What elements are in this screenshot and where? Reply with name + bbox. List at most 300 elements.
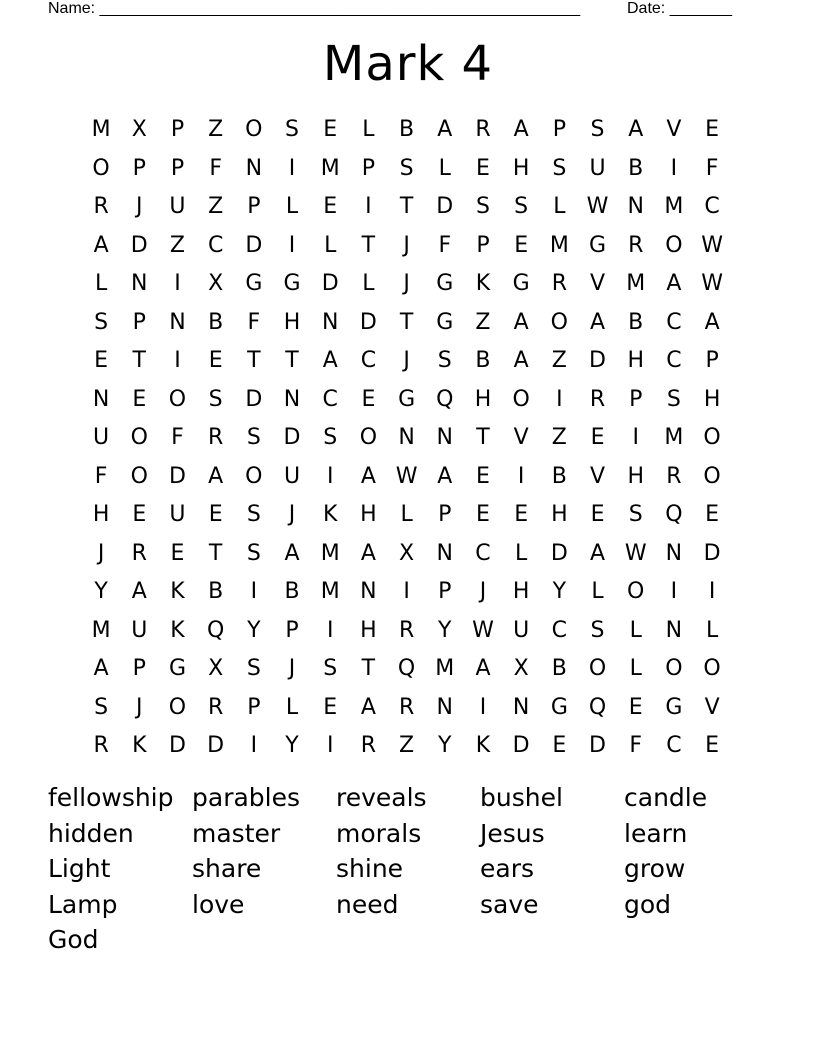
grid-letter[interactable]: P bbox=[705, 348, 719, 373]
grid-letter[interactable]: D bbox=[359, 309, 377, 335]
grid-letter[interactable]: Y bbox=[438, 617, 452, 643]
grid-letter[interactable]: C bbox=[551, 617, 568, 643]
grid-letter[interactable]: P bbox=[361, 155, 376, 181]
grid-letter[interactable]: A bbox=[513, 309, 529, 335]
grid-letter[interactable]: O bbox=[665, 656, 683, 681]
grid-letter[interactable]: H bbox=[627, 463, 644, 489]
grid-letter[interactable]: P bbox=[438, 579, 452, 604]
grid-letter[interactable]: K bbox=[475, 271, 491, 296]
grid-letter[interactable]: S bbox=[590, 117, 605, 142]
grid-letter[interactable]: R bbox=[360, 733, 377, 758]
grid-letter[interactable]: E bbox=[323, 117, 338, 142]
grid-letter[interactable]: F bbox=[209, 155, 222, 181]
grid-letter[interactable]: X bbox=[208, 656, 224, 681]
grid-letter[interactable]: R bbox=[398, 617, 415, 643]
grid-letter[interactable]: D bbox=[168, 463, 186, 489]
grid-letter[interactable]: O bbox=[245, 463, 263, 489]
grid-letter[interactable]: Z bbox=[208, 117, 224, 142]
grid-letter[interactable]: S bbox=[628, 502, 643, 527]
grid-letter[interactable]: A bbox=[666, 271, 682, 296]
grid-letter[interactable]: S bbox=[437, 348, 452, 373]
grid-letter[interactable]: I bbox=[288, 232, 296, 258]
grid-letter[interactable]: P bbox=[170, 155, 185, 181]
grid-letter[interactable]: W bbox=[395, 463, 418, 489]
grid-letter[interactable]: D bbox=[436, 194, 454, 219]
grid-letter[interactable]: B bbox=[551, 656, 567, 681]
grid-letter[interactable]: O bbox=[359, 425, 378, 450]
grid-letter[interactable]: S bbox=[94, 694, 109, 720]
grid-letter[interactable]: N bbox=[436, 540, 454, 566]
grid-letter[interactable]: Y bbox=[552, 579, 567, 604]
grid-letter[interactable]: X bbox=[399, 540, 415, 566]
grid-letter[interactable]: A bbox=[628, 117, 644, 142]
grid-letter[interactable]: S bbox=[399, 155, 414, 181]
grid-letter[interactable]: S bbox=[285, 117, 300, 142]
grid-letter[interactable]: E bbox=[590, 502, 605, 527]
grid-letter[interactable]: P bbox=[132, 155, 146, 181]
grid-letter[interactable]: H bbox=[512, 579, 530, 604]
grid-letter[interactable]: O bbox=[588, 656, 607, 681]
grid-letter[interactable]: I bbox=[403, 579, 410, 604]
grid-letter[interactable]: I bbox=[708, 579, 716, 604]
grid-letter[interactable]: F bbox=[94, 463, 108, 489]
grid-letter[interactable]: S bbox=[323, 656, 338, 681]
grid-letter[interactable]: P bbox=[132, 309, 146, 335]
grid-letter[interactable]: L bbox=[705, 617, 719, 643]
word-bank-item: Light bbox=[48, 854, 111, 883]
grid-letter[interactable]: M bbox=[549, 232, 569, 258]
grid-letter[interactable]: A bbox=[93, 656, 109, 681]
grid-letter[interactable]: I bbox=[288, 155, 296, 181]
grid-letter[interactable]: P bbox=[285, 617, 299, 643]
grid-letter[interactable]: E bbox=[514, 232, 529, 258]
grid-letter[interactable]: G bbox=[550, 694, 568, 720]
grid-letter[interactable]: D bbox=[589, 348, 606, 373]
grid-letter[interactable]: D bbox=[512, 733, 530, 758]
grid-letter[interactable]: R bbox=[666, 463, 682, 489]
date-field[interactable]: Date: _______ bbox=[627, 0, 732, 17]
grid-letter[interactable]: F bbox=[247, 309, 261, 335]
grid-letter[interactable]: G bbox=[589, 232, 607, 258]
grid-letter[interactable]: P bbox=[132, 656, 146, 681]
grid-letter[interactable]: I bbox=[670, 579, 678, 604]
grid-letter[interactable]: A bbox=[131, 579, 147, 604]
grid-letter[interactable]: E bbox=[208, 502, 223, 527]
grid-letter[interactable]: C bbox=[322, 386, 338, 412]
grid-letter[interactable]: T bbox=[285, 348, 299, 373]
grid-letter[interactable]: V bbox=[590, 463, 606, 489]
grid-letter[interactable]: J bbox=[479, 579, 487, 604]
grid-letter[interactable]: N bbox=[92, 386, 110, 412]
grid-letter[interactable]: T bbox=[399, 194, 414, 219]
grid-letter[interactable]: L bbox=[438, 155, 451, 181]
grid-letter[interactable]: K bbox=[132, 733, 147, 758]
grid-letter[interactable]: L bbox=[362, 271, 375, 296]
grid-letter[interactable]: I bbox=[174, 271, 181, 296]
grid-letter[interactable]: D bbox=[130, 232, 148, 258]
grid-letter[interactable]: O bbox=[703, 463, 721, 489]
grid-letter[interactable]: P bbox=[438, 502, 452, 527]
grid-letter[interactable]: H bbox=[512, 155, 530, 181]
grid-letter[interactable]: J bbox=[136, 194, 143, 219]
grid-letter[interactable]: R bbox=[208, 425, 224, 450]
grid-letter[interactable]: S bbox=[475, 194, 490, 219]
grid-letter[interactable]: L bbox=[629, 656, 642, 681]
grid-letter[interactable]: S bbox=[514, 194, 529, 219]
grid-letter[interactable]: C bbox=[666, 733, 682, 758]
grid-row bbox=[82, 458, 732, 497]
grid-letter[interactable]: O bbox=[512, 386, 530, 412]
grid-row bbox=[82, 304, 732, 343]
grid-letter[interactable]: O bbox=[550, 309, 568, 335]
word-bank-item: learn bbox=[624, 818, 688, 848]
grid-letter[interactable]: A bbox=[590, 309, 606, 335]
grid-letter[interactable]: U bbox=[169, 194, 186, 219]
grid-letter[interactable]: C bbox=[666, 348, 682, 373]
grid-letter[interactable]: H bbox=[703, 386, 721, 412]
grid-letter[interactable]: K bbox=[475, 733, 491, 758]
grid-letter[interactable]: Y bbox=[438, 733, 452, 758]
grid-letter[interactable]: C bbox=[360, 348, 377, 373]
grid-letter[interactable]: I bbox=[365, 194, 372, 219]
grid-letter[interactable]: I bbox=[326, 733, 334, 758]
grid-letter[interactable]: I bbox=[250, 579, 258, 604]
grid-letter[interactable]: M bbox=[91, 117, 111, 142]
grid-letter[interactable]: S bbox=[246, 656, 261, 681]
grid-letter[interactable]: A bbox=[437, 463, 453, 489]
grid-letter[interactable]: S bbox=[552, 155, 567, 181]
grid-letter[interactable]: L bbox=[94, 271, 108, 296]
grid-letter[interactable]: E bbox=[132, 386, 147, 412]
grid-letter[interactable]: R bbox=[398, 694, 415, 720]
grid-letter[interactable]: S bbox=[246, 540, 261, 566]
grid-letter[interactable]: A bbox=[437, 117, 453, 142]
grid-letter[interactable]: A bbox=[360, 540, 376, 566]
grid-letter[interactable]: O bbox=[130, 463, 148, 489]
grid-letter[interactable]: L bbox=[553, 194, 566, 219]
grid-letter[interactable]: L bbox=[285, 694, 299, 720]
grid-letter[interactable]: O bbox=[665, 232, 683, 258]
grid-letter[interactable]: I bbox=[517, 463, 525, 489]
grid-letter[interactable]: W bbox=[472, 617, 494, 643]
grid-letter[interactable]: N bbox=[283, 386, 301, 412]
grid-letter[interactable]: M bbox=[320, 155, 340, 181]
grid-letter[interactable]: D bbox=[207, 733, 225, 758]
grid-letter[interactable]: E bbox=[476, 463, 490, 489]
grid-letter[interactable]: D bbox=[168, 733, 186, 758]
grid-letter[interactable]: A bbox=[284, 540, 300, 566]
grid-letter[interactable]: N bbox=[131, 271, 148, 296]
grid-letter[interactable]: G bbox=[283, 271, 301, 296]
grid-letter[interactable]: H bbox=[551, 502, 568, 527]
grid-letter[interactable]: E bbox=[323, 194, 338, 219]
grid-letter[interactable]: J bbox=[403, 271, 410, 296]
grid-letter[interactable]: G bbox=[436, 309, 454, 335]
grid-letter[interactable]: H bbox=[627, 348, 644, 373]
grid-letter[interactable]: Z bbox=[551, 425, 567, 450]
grid-letter[interactable]: T bbox=[247, 348, 261, 373]
grid-letter[interactable]: L bbox=[400, 502, 413, 527]
grid-letter[interactable]: V bbox=[513, 425, 529, 450]
grid-letter[interactable]: N bbox=[665, 540, 683, 566]
grid-letter[interactable]: F bbox=[171, 425, 184, 450]
grid-letter[interactable]: V bbox=[590, 271, 606, 296]
grid-letter[interactable]: B bbox=[628, 309, 644, 335]
grid-letter[interactable]: I bbox=[556, 386, 563, 412]
grid-letter[interactable]: O bbox=[703, 656, 721, 681]
grid-letter[interactable]: L bbox=[515, 540, 528, 566]
grid-letter[interactable]: J bbox=[136, 694, 143, 720]
grid-letter[interactable]: D bbox=[550, 540, 568, 566]
grid-letter[interactable]: A bbox=[704, 309, 720, 335]
grid-letter[interactable]: E bbox=[552, 733, 567, 758]
grid-letter[interactable]: I bbox=[250, 733, 258, 758]
grid-letter[interactable]: C bbox=[207, 232, 224, 258]
grid-letter[interactable]: J bbox=[288, 656, 296, 681]
grid-letter[interactable]: M bbox=[91, 617, 111, 643]
grid-letter[interactable]: D bbox=[589, 733, 606, 758]
grid-letter[interactable]: X bbox=[131, 117, 147, 142]
grid-letter[interactable]: E bbox=[94, 348, 109, 373]
grid-letter[interactable]: Q bbox=[436, 386, 454, 412]
grid-letter[interactable]: N bbox=[627, 194, 644, 219]
grid-letter[interactable]: N bbox=[169, 309, 186, 335]
grid-letter[interactable]: D bbox=[283, 425, 301, 450]
grid-letter[interactable]: G bbox=[245, 271, 263, 296]
grid-letter[interactable]: E bbox=[208, 348, 223, 373]
grid-letter[interactable]: M bbox=[435, 656, 455, 681]
grid-letter[interactable]: F bbox=[629, 733, 643, 758]
grid-letter[interactable]: Y bbox=[285, 733, 299, 758]
grid-letter[interactable]: E bbox=[361, 386, 376, 412]
grid-letter[interactable]: H bbox=[283, 309, 301, 335]
grid-letter[interactable]: Z bbox=[399, 733, 415, 758]
grid-letter[interactable]: H bbox=[360, 617, 377, 643]
grid-letter[interactable]: E bbox=[132, 502, 147, 527]
grid-letter[interactable]: P bbox=[476, 232, 490, 258]
grid-letter[interactable]: I bbox=[174, 348, 181, 373]
grid-letter[interactable]: N bbox=[512, 694, 530, 720]
word-bank-row bbox=[48, 780, 768, 816]
grid-letter[interactable]: A bbox=[513, 348, 529, 373]
grid-letter[interactable]: W bbox=[586, 194, 609, 219]
grid-letter[interactable]: Q bbox=[588, 694, 607, 720]
grid-letter[interactable]: L bbox=[362, 117, 375, 142]
grid-letter[interactable]: P bbox=[170, 117, 185, 142]
grid-letter[interactable]: A bbox=[322, 348, 338, 373]
grid-letter[interactable]: N bbox=[436, 694, 454, 720]
grid-letter[interactable]: D bbox=[321, 271, 339, 296]
grid-letter[interactable]: Z bbox=[475, 309, 491, 335]
grid-letter[interactable]: R bbox=[628, 232, 644, 258]
grid-letter[interactable]: S bbox=[94, 309, 109, 335]
grid-letter[interactable]: O bbox=[168, 386, 187, 412]
grid-letter[interactable]: E bbox=[705, 502, 720, 527]
grid-letter[interactable]: E bbox=[705, 733, 720, 758]
grid-letter[interactable]: E bbox=[476, 502, 490, 527]
grid-letter[interactable]: M bbox=[664, 194, 684, 219]
grid-letter[interactable]: R bbox=[131, 540, 147, 566]
grid-letter[interactable]: Q bbox=[206, 617, 225, 643]
grid-letter[interactable]: W bbox=[624, 540, 647, 566]
grid-letter[interactable]: Y bbox=[247, 617, 261, 643]
grid-letter[interactable]: I bbox=[326, 463, 334, 489]
grid-letter[interactable]: O bbox=[627, 579, 645, 604]
grid-letter[interactable]: E bbox=[476, 155, 490, 181]
grid-letter[interactable]: K bbox=[170, 579, 185, 604]
grid-letter[interactable]: G bbox=[168, 656, 186, 681]
grid-letter[interactable]: U bbox=[131, 617, 148, 643]
grid-letter[interactable]: P bbox=[247, 694, 261, 720]
grid-letter[interactable]: T bbox=[132, 348, 146, 373]
grid-letter[interactable]: O bbox=[92, 155, 110, 181]
grid-letter[interactable]: M bbox=[320, 540, 340, 566]
grid-letter[interactable]: M bbox=[626, 271, 646, 296]
grid-letter[interactable]: S bbox=[208, 386, 223, 412]
grid-letter[interactable]: B bbox=[284, 579, 300, 604]
grid-letter[interactable]: P bbox=[247, 194, 261, 219]
grid-letter[interactable]: L bbox=[591, 579, 604, 604]
grid-letter[interactable]: W bbox=[701, 271, 723, 296]
word-bank-item: love bbox=[192, 889, 245, 919]
grid-letter[interactable]: C bbox=[475, 540, 491, 566]
grid-letter[interactable]: O bbox=[168, 694, 187, 720]
grid-letter[interactable]: Z bbox=[551, 348, 567, 373]
grid-letter[interactable]: T bbox=[399, 309, 414, 335]
grid-letter[interactable]: N bbox=[436, 425, 454, 450]
grid-letter[interactable]: A bbox=[513, 117, 529, 142]
grid-letter[interactable]: B bbox=[475, 348, 491, 373]
grid-letter[interactable]: N bbox=[245, 155, 263, 181]
grid-letter[interactable]: Z bbox=[208, 194, 224, 219]
grid-letter[interactable]: M bbox=[320, 579, 340, 604]
grid-letter[interactable]: T bbox=[361, 656, 376, 681]
grid-letter[interactable]: I bbox=[326, 617, 334, 643]
grid-letter[interactable]: A bbox=[360, 463, 376, 489]
grid-letter[interactable]: N bbox=[321, 309, 339, 335]
grid-letter[interactable]: R bbox=[208, 694, 224, 720]
grid-letter[interactable]: Z bbox=[169, 232, 185, 258]
grid-letter[interactable]: V bbox=[666, 117, 682, 142]
grid-letter[interactable]: F bbox=[438, 232, 452, 258]
grid-letter[interactable]: X bbox=[513, 656, 529, 681]
grid-letter[interactable]: B bbox=[628, 155, 644, 181]
grid-letter[interactable]: S bbox=[590, 617, 605, 643]
grid-letter[interactable]: U bbox=[513, 617, 530, 643]
name-field[interactable]: Name: ______________________________________________________ bbox=[48, 0, 581, 17]
grid-letter[interactable]: I bbox=[479, 694, 487, 720]
grid-letter[interactable]: E bbox=[705, 117, 720, 142]
grid-letter[interactable]: A bbox=[360, 694, 376, 720]
grid-letter[interactable]: J bbox=[288, 502, 296, 527]
grid-letter[interactable]: L bbox=[285, 194, 299, 219]
grid-row bbox=[82, 496, 732, 535]
grid-letter[interactable]: A bbox=[590, 540, 606, 566]
grid-letter[interactable]: T bbox=[476, 425, 490, 450]
grid-letter[interactable]: U bbox=[93, 425, 110, 450]
grid-letter[interactable]: X bbox=[208, 271, 224, 296]
grid-letter[interactable]: W bbox=[701, 232, 723, 258]
grid-letter[interactable]: N bbox=[398, 425, 415, 450]
grid-letter[interactable]: E bbox=[514, 502, 529, 527]
grid-letter[interactable]: S bbox=[666, 386, 681, 412]
grid-letter[interactable]: F bbox=[705, 155, 719, 181]
grid-letter[interactable]: O bbox=[245, 117, 263, 142]
grid-letter[interactable]: K bbox=[170, 617, 185, 643]
grid-letter[interactable]: K bbox=[323, 502, 338, 527]
grid-letter[interactable]: B bbox=[399, 117, 415, 142]
grid-letter[interactable]: E bbox=[170, 540, 185, 566]
grid-letter[interactable]: Y bbox=[94, 579, 108, 604]
grid-letter[interactable]: D bbox=[703, 540, 721, 566]
grid-letter[interactable]: I bbox=[670, 155, 678, 181]
grid-letter[interactable]: T bbox=[208, 540, 223, 566]
grid-letter[interactable]: L bbox=[324, 232, 337, 258]
grid-letter[interactable]: T bbox=[361, 232, 376, 258]
grid-letter[interactable]: L bbox=[629, 617, 642, 643]
grid-letter[interactable]: Q bbox=[397, 656, 416, 681]
grid-letter[interactable]: G bbox=[436, 271, 454, 296]
grid-letter[interactable]: S bbox=[246, 425, 261, 450]
grid-letter[interactable]: C bbox=[704, 194, 720, 219]
grid-letter[interactable]: V bbox=[704, 694, 720, 720]
grid-letter[interactable]: O bbox=[130, 425, 148, 450]
grid-letter[interactable]: G bbox=[512, 271, 530, 296]
grid-letter[interactable]: C bbox=[666, 309, 682, 335]
grid-letter[interactable]: E bbox=[628, 694, 643, 720]
grid-letter[interactable]: I bbox=[632, 425, 639, 450]
grid-letter[interactable]: H bbox=[92, 502, 110, 527]
grid-letter[interactable]: J bbox=[97, 540, 105, 566]
grid-letter[interactable]: P bbox=[629, 386, 643, 412]
grid-letter[interactable]: A bbox=[93, 232, 109, 258]
grid-letter[interactable]: U bbox=[169, 502, 186, 527]
grid-letter[interactable]: E bbox=[590, 425, 605, 450]
grid-letter[interactable]: A bbox=[475, 656, 491, 681]
grid-letter[interactable]: M bbox=[664, 425, 684, 450]
grid-letter[interactable]: E bbox=[323, 694, 338, 720]
grid-letter[interactable]: B bbox=[551, 463, 567, 489]
grid-letter[interactable]: R bbox=[93, 733, 109, 758]
grid-row bbox=[82, 535, 732, 574]
grid-letter[interactable]: H bbox=[474, 386, 492, 412]
grid-letter[interactable]: B bbox=[208, 579, 224, 604]
grid-letter[interactable]: G bbox=[398, 386, 416, 412]
grid-letter[interactable]: D bbox=[245, 386, 263, 412]
grid-letter[interactable]: J bbox=[403, 348, 410, 373]
grid-letter[interactable]: R bbox=[589, 386, 606, 412]
grid-letter[interactable]: D bbox=[245, 232, 263, 258]
grid-letter[interactable]: N bbox=[360, 579, 377, 604]
grid-letter[interactable]: P bbox=[552, 117, 566, 142]
grid-letter[interactable]: O bbox=[703, 425, 721, 450]
grid-letter[interactable]: R bbox=[93, 194, 109, 219]
grid-row bbox=[82, 650, 732, 689]
grid-letter[interactable]: G bbox=[665, 694, 683, 720]
grid-letter[interactable]: U bbox=[283, 463, 301, 489]
grid-letter[interactable]: R bbox=[475, 117, 491, 142]
grid-letter[interactable]: S bbox=[246, 502, 261, 527]
grid-letter[interactable]: N bbox=[665, 617, 683, 643]
grid-letter[interactable]: Q bbox=[665, 502, 683, 527]
grid-letter[interactable]: S bbox=[323, 425, 338, 450]
grid-letter[interactable]: B bbox=[208, 309, 224, 335]
grid-letter[interactable]: A bbox=[208, 463, 224, 489]
grid-letter[interactable]: H bbox=[360, 502, 377, 527]
grid-letter[interactable]: U bbox=[589, 155, 606, 181]
grid-letter[interactable]: R bbox=[551, 271, 567, 296]
grid-letter[interactable]: J bbox=[403, 232, 410, 258]
